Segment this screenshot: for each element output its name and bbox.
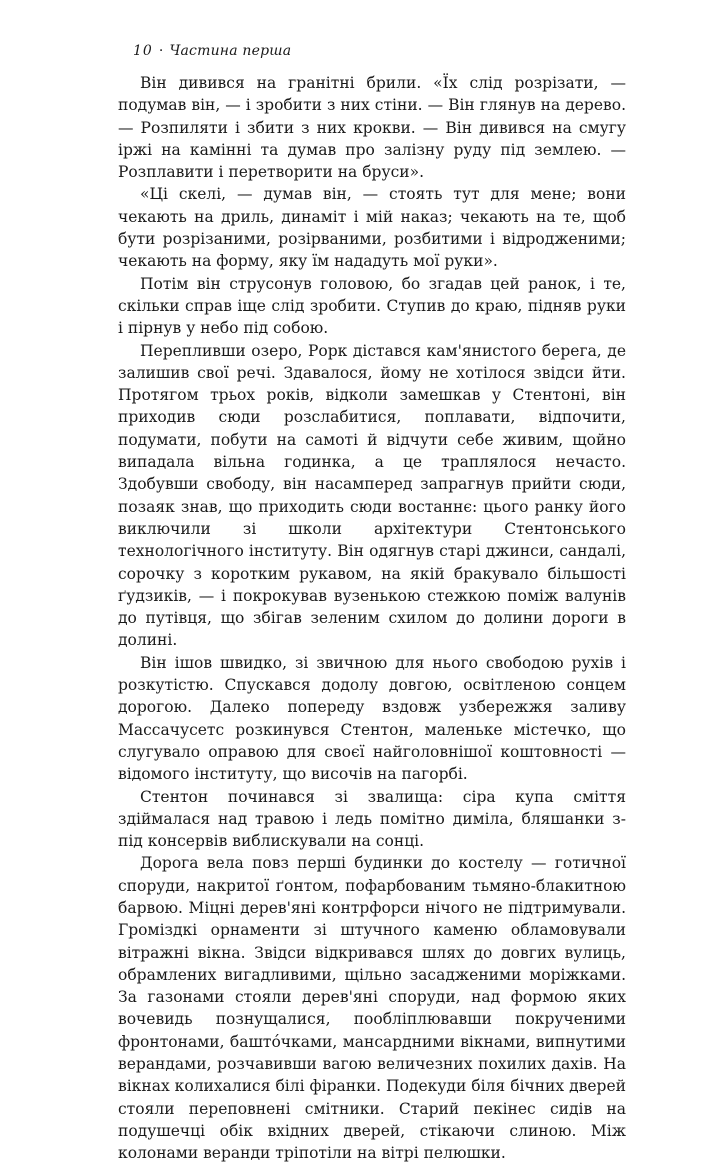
paragraph: Стентон починався зі звалища: сіра купа сміття здіймалася над травою і ледь помітно диміла, бляшанки з-під консервів виблискували на сонці. (118, 787, 626, 851)
header-separator: · (158, 43, 164, 59)
paragraph: Він дивився на гранітні брили. «Їх слід розрізати, — подумав він, — і зробити з них стіни. — Він глянув на дерево. — Розпиляти і збити з них крокви. — Він дивився на смугу іржі на камінні та думав про залізну руду під землею. — Розплавити і перетворити на бруси». (118, 74, 626, 182)
paragraph: Він ішов швидко, зі звичною для нього свободою рухів і розкутістю. Спускався додолу довгою, освітленою сонцем дорогою. Далеко попереду вздовж узбережжя заливу Массачусетс розкинувся Стентон, маленьке містечко, що слугувало оправою для своєї найголовнішої коштовності — відомого інституту, що височів на пагорбі. (118, 653, 626, 784)
paragraph: Перепливши озеро, Рорк дістався кам'янистого берега, де залишив свої речі. Здавалося, йому не хотілося звідси йти. Протягом трьох років, відколи замешкав у Стентоні, він приходив сюди розслабитися, поплавати, відпочити, подумати, побути на самоті й відчути себе живим, щойно випадала вільна годинка, а це траплялося нечасто. Здобувши свободу, він насамперед запрагнув прийти сюди, позаяк знав, що приходить сюди востаннє: цього ранку його виключили зі школи архітектури Стентонського технологічного інституту. Він одягнув старі джинси, сандалі, сорочку з коротким рукавом, на якій бракувало більшості ґудзиків, — і покрокував вузенькою стежкою поміж валунів до путівця, що збігав зеленим схилом до долини дороги в долині. (118, 341, 626, 650)
paragraph: «Ці скелі, — думав він, — стоять тут для мене; вони чекають на дриль, динаміт і мій наказ; чекають на те, щоб бути розрізаними, розірваними, розбитими і відродженими; чекають на форму, яку їм нададуть мої руки». (118, 185, 626, 271)
paragraph: Дорога вела повз перші будинки до костелу — готичної споруди, накритої ґонтом, пофарбованим тьмяно-блакитною барвою. Міцні дерев'яні контрфорси нічого не підтримували. Громіздкі орнаменти зі штучного каменю обламовували вітражні вікна. Звідси відкривався шлях до довгих вулиць, обрамлених вигадливими, щільно засадженими моріжками. За газонами стояли дерев'яні споруди, над формою яких вочевидь познущалися, пообліплювавши покрученими фронтонами, баштóчками, мансардними вікнами, випнутими верандами, розчавивши вагою величезних похилих дахів. На вікнах колихалися білі фіранки. Подекуди біля бічних дверей стояли переповнені смітники. Старий пекінес сидів на подушечці обік вхідних дверей, стікаючи слиною. Між колонами веранди тріпотіли на вітрі пелюшки. (118, 854, 626, 1163)
running-header (133, 43, 291, 59)
section-title: Частина перша (169, 43, 292, 59)
paragraph: Потім він струсонув головою, бо згадав цей ранок, і те, скільки справ іще слід зробити. Ступив до краю, підняв руки і пірнув у небо під собою. (118, 274, 626, 338)
main-text (118, 72, 626, 1165)
page-number: 10 (133, 43, 153, 59)
